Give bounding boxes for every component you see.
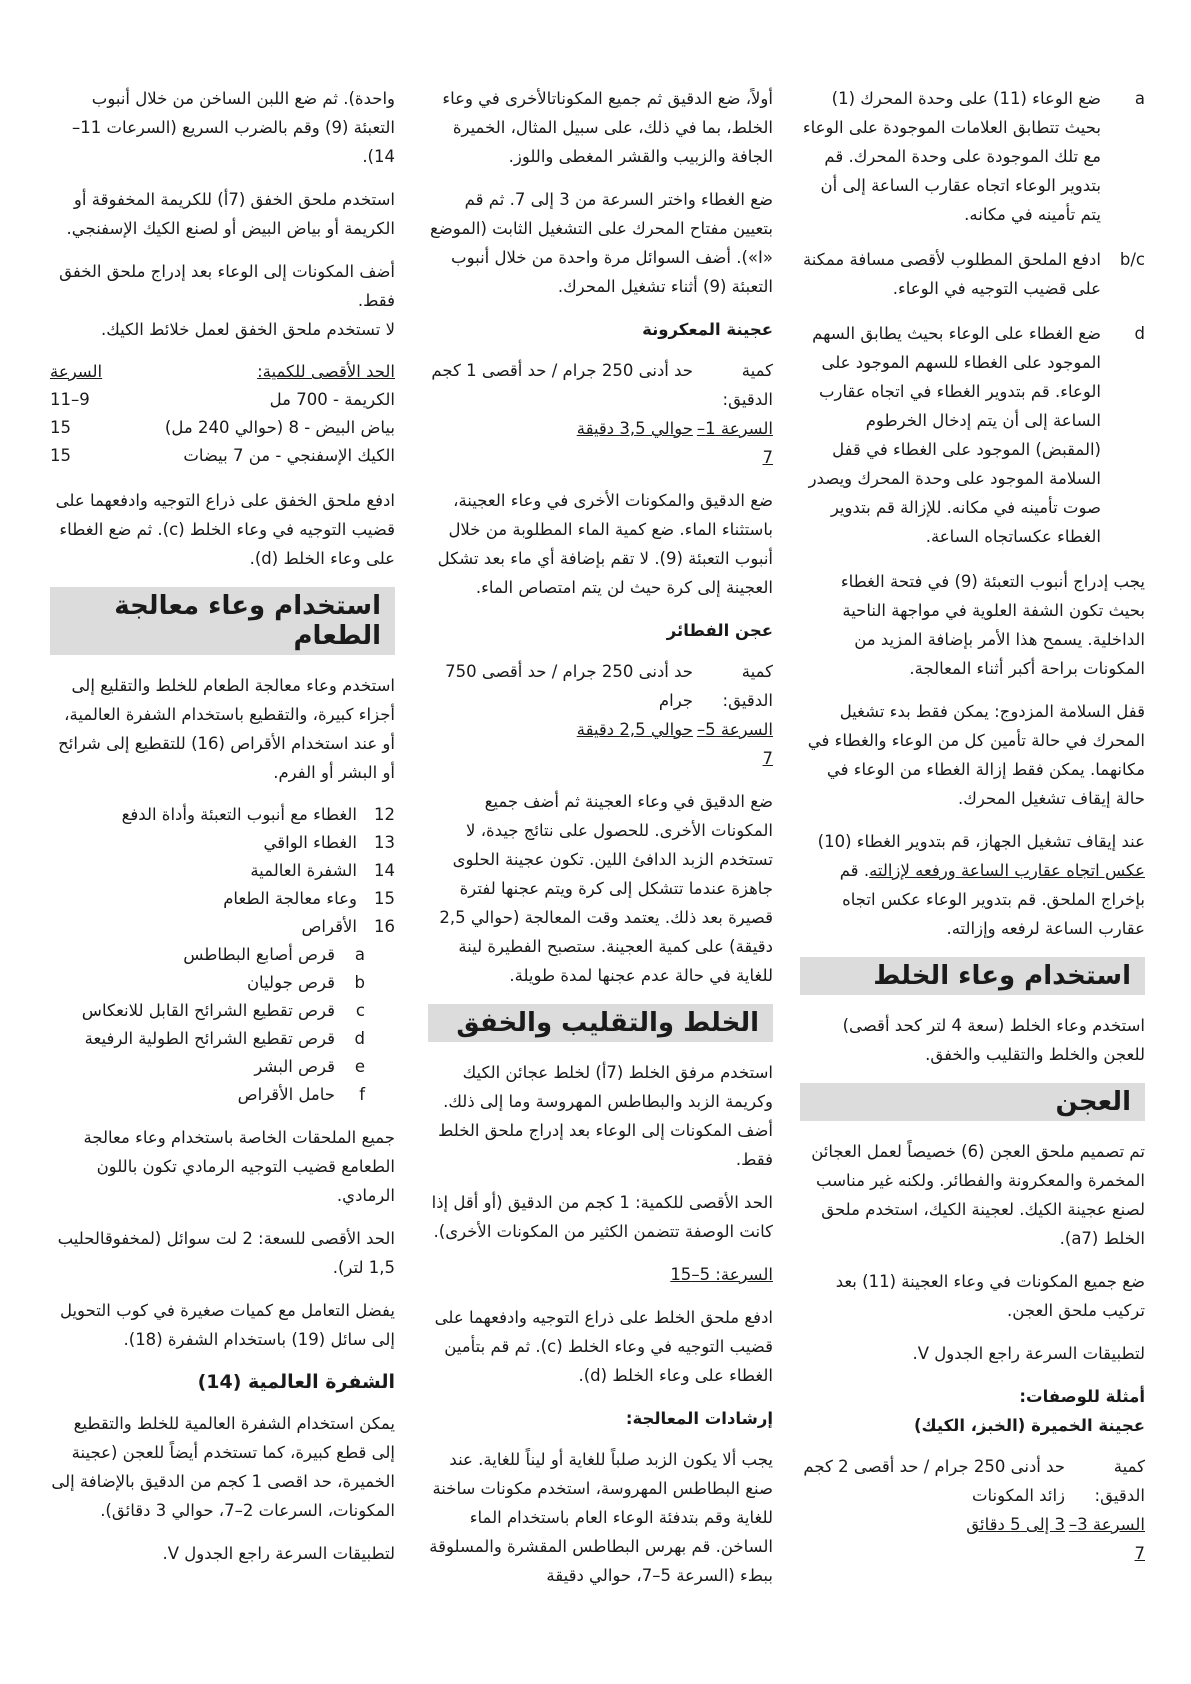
parts-list [50,801,395,1109]
step-label: a [1134,89,1145,108]
item-text: الغطاء الواقي [263,833,357,852]
flour-value: حد أدنى 250 جرام / حد أقصى 2 كجم زائد المكونات [803,1457,1065,1505]
table-header-quantity: الحد الأقصى للكمية: [257,362,395,381]
pastry-paragraph: ضع الدقيق في وعاء العجينة ثم أضف جميع المكونات الأخرى. للحصول على نتائج جيدة، لا تستخدم الزبد الدافئ اللين. تكون عجينة الحلوى جاهزة عندما تتشكل إلى كرة ويتم عجنها لفترة قصيرة بعد ذلك. يعتمد وقت المعالجة (حوالي 2,5 دقيقة) على كمية العجينة. ستصبح الفطيرة لينة للغاية في حالة عدم عجنها لمدة طويلة. [439,792,773,985]
section-heading-mixing-bowl: استخدام وعاء الخلط [800,957,1145,995]
pasta-paragraph: ضع الدقيق والمكونات الأخرى في وعاء العجينة، باستثناء الماء. ضع كمية الماء المطلوبة من خلال أنبوب التعبئة (9). لا تقم بإضافة أي ماء بعد تشكل العجينة إلى كرة حيث لن يتم امتصاص الماء. [437,491,773,597]
item-text: حامل الأقراص [237,1085,335,1104]
table-cell-speed: 9–11 [50,390,90,409]
flour-label: كمية الدقيق: [1094,1457,1145,1505]
step-label: d [1134,324,1145,343]
speed-table-reference: لتطبيقات السرعة راجع الجدول V. [162,1544,395,1563]
processing-tips-heading: إرشادات المعالجة: [625,1409,773,1428]
list-item [50,941,395,969]
list-item [50,829,395,857]
flour-label: كمية الدقيق: [722,361,773,409]
step-label: b/c [1119,250,1145,269]
flour-value: حد أدنى 250 جرام / حد أقصى 750 جرام [445,662,693,710]
table-row [50,386,395,414]
push-beater-paragraph: ادفع ملحق الخفق على ذراع التوجيه وادفعهما على قضيب التوجيه في وعاء الخلط (c). ثم ضع الغطاء على وعاء الخلط (d). [55,491,395,568]
speed-value: حوالي 3,5 دقيقة [576,419,693,438]
list-item [50,857,395,885]
item-text: وعاء معالجة الطعام [223,889,357,908]
universal-blade-paragraph: يمكن استخدام الشفرة العالمية للخلط والتقطيع إلى قطع كبيرة، كما تستخدم أيضاً للعجن (عجينة الخميرة، حد اقصى 1 كجم من الدقيق بالإضافة إلى المكونات، السرعات 2–7، حوالي 3 دقائق). [51,1414,395,1520]
whisk-paragraph-3: ادفع ملحق الخلط على ذراع التوجيه وادفعهما على قضيب التوجيه في وعاء الخلط (c). ثم قم بتأمين الغطاء على وعاء الخلط (d). [434,1308,773,1385]
text: . قم بإخراج الملحق. قم بتدوير الوعاء عكس اتجاه عقارب الساعة لرفعه وإزالته. [839,861,1145,938]
item-text: قرص جوليان [246,973,335,992]
step-bc [800,245,1145,303]
item-number: 14 [374,861,395,880]
item-letter: c [355,1001,365,1020]
grey-accessories-paragraph: جميع الملحقات الخاصة باستخدام وعاء معالجة الطعامع قضيب التوجيه الرمادي تكون باللون الرمادي. [83,1128,395,1205]
max-capacity-paragraph: الحد الأقصى للسعة: 2 لت سوائل (لمخفوقالحليب 1,5 لتر). [57,1229,395,1277]
kneading-paragraph-3: لتطبيقات السرعة راجع الجدول V. [912,1344,1145,1363]
yeast-dough-title: عجينة الخميرة (الخبز، الكيك) [913,1416,1145,1435]
table-cell-speed: 15 [50,418,71,437]
section-heading-food-processor: استخدام وعاء معالجة الطعام [50,587,395,655]
column-left [50,84,395,1582]
column-middle [428,84,773,1604]
list-item [50,1025,395,1053]
list-item [50,801,395,829]
table-cell-item: الكريمة - 700 مل [269,390,395,409]
processing-tips-paragraph: يجب ألا يكون الزبد صلباً للغاية أو ليناً للغاية. عند صنع البطاطس المهروسة، استخدم مكونات ساخنة للغاية وقم بتدفئة الوعاء العام باستخدام الماء الساخن. قم بهرس البطاطس المقشرة والمسلوقة ببطء (السرعة 5–7، حوالي دقيقة [429,1450,773,1585]
yeast-flour-row [800,1452,1145,1510]
table-cell-item: الكيك الإسفنجي - من 7 بيضات [183,446,395,465]
switch-off-paragraph [800,827,1145,943]
pasta-dough-heading: عجينة المعكرونة [642,320,773,339]
text: أضف المكونات إلى الوعاء بعد إدراج ملحق الخفق فقط. [59,262,395,310]
item-text: الشفرة العالمية [250,861,357,880]
recipes-title: أمثلة للوصفات: [1019,1387,1145,1406]
text: عند إيقاف تشغيل الجهاز، قم بتدوير الغطاء (10) [817,832,1145,851]
speed-value: حوالي 2,5 دقيقة [576,720,693,739]
item-letter: b [354,973,365,992]
item-text: قرص البشر [254,1057,335,1076]
item-number: 13 [374,833,395,852]
whisk-paragraph-1: استخدم مرفق الخلط (7أ) لخلط عجائن الكيك وكريمة الزبد والبطاطس المهروسة وما إلى ذلك. أضف المكونات إلى الوعاء بعد إدراج ملحق الخلط فقط. [438,1063,773,1169]
step-text: ضع الغطاء على الوعاء بحيث يطابق السهم الموجود على الغطاء للسهم الموجود على الوعاء. قم بتدوير الغطاء في اتجاه عقارب الساعة إلى أن يتم إدخال الخرطوم (المقبض) الموجود على الغطاء في قفل السلامة الموجود على وحدة المحرك ويصدر صوت تأمينه في مكانه. للإزالة قم بتدوير الغطاء عكساتجاه الساعة. [808,324,1101,546]
whisk-paragraph-2: الحد الأقصى للكمية: 1 كجم من الدقيق (أو أقل إذا كانت الوصفة تتضمن الكثير من المكونات الأخرى). [431,1193,773,1241]
text: لا تستخدم ملحق الخفق لعمل خلائط الكيك. [101,320,395,339]
flour-value: حد أدنى 250 جرام / حد أقصى 1 كجم [431,361,693,380]
kneading-paragraph-2: ضع جميع المكونات في وعاء العجينة (11) بعد تركيب ملحق العجن. [835,1272,1145,1320]
section-heading-mixing-whisking: الخلط والتقليب والخفق [428,1004,773,1042]
list-item [50,1053,395,1081]
pastry-flour-row [428,657,773,715]
speed-label: السرعة 5–7 [696,720,773,768]
table-row [50,442,395,470]
list-item [50,997,395,1025]
item-letter: e [354,1057,365,1076]
recipe-examples-heading [800,1382,1145,1440]
table-row [50,414,395,442]
add-ingredients-paragraph [50,257,395,344]
ingredients-first-paragraph: أولاً، ضع الدقيق ثم جميع المكوناتالأخرى في وعاء الخلط، بما في ذلك، على سبيل المثال، الخميرة الجافة والزبيب والقشر المغطى واللوز. [442,89,773,166]
list-item [50,1081,395,1109]
underlined-text: عكس اتجاه عقارب الساعة ورفعه لإزالته [869,861,1145,880]
max-quantity-table [50,358,395,470]
column-right [800,84,1145,1582]
pasta-flour-row [428,356,773,414]
speed-label: السرعة 1–7 [696,419,773,467]
pasta-speed-row [428,414,773,472]
speed-value: 3 إلى 5 دقائق [966,1515,1065,1534]
table-cell-speed: 15 [50,446,71,465]
speed-label: السرعة 3–7 [1068,1515,1145,1563]
item-text: قرص تقطيع الشرائح الطولية الرفيعة [84,1029,335,1048]
pastry-heading: عجن الفطائر [666,621,773,640]
step-text: ادفع الملحق المطلوب لأقصى مسافة ممكنة على قضيب التوجيه في الوعاء. [802,250,1101,298]
list-item [50,913,395,941]
whisk-speed: السرعة: 5–15 [670,1265,773,1284]
feed-tube-paragraph: يجب إدراج أنبوب التعبئة (9) في فتحة الغطاء بحيث تكون الشفة العلوية في مواجهة الناحية الداخلية. يسمح هذا الأمر بإضافة المزيد من المكونات براحة أكبر أثناء المعالجة. [840,572,1145,678]
item-letter: f [359,1085,365,1104]
continuation-paragraph: واحدة). ثم ضع اللبن الساخن من خلال أنبوب التعبئة (9) وقم بالضرب السريع (السرعات 11–14). [72,89,395,166]
item-number: 16 [374,917,395,936]
mixing-bowl-paragraph: استخدم وعاء الخلط (سعة 4 لتر كحد أقصى) للعجن والخلط والتقليب والخفق. [842,1016,1145,1064]
item-text: قرص تقطيع الشرائح القابل للانعكاس [81,1001,335,1020]
section-heading-kneading: العجن [800,1083,1145,1121]
step-a [800,84,1145,229]
list-item [50,885,395,913]
table-header-row [50,358,395,386]
list-item [50,969,395,997]
step-d [800,319,1145,551]
food-processor-paragraph: استخدم وعاء معالجة الطعام للخلط والتقليع إلى أجزاء كبيرة، والتقطيع باستخدام الشفرة العالمية، أو عند استخدام الأقراص (16) للتقطيع إلى شرائح أو البشر أو الفرم. [58,676,395,782]
beater-paragraph: استخدم ملحق الخفق (7أ) للكريمة المخفوقة أو الكريمة أو بياض البيض أو لصنع الكيك الإسفنجي. [66,190,395,238]
table-cell-item: بياض البيض - 8 (حوالي 240 مل) [164,418,395,437]
item-number: 15 [374,889,395,908]
flour-label: كمية الدقيق: [722,662,773,710]
item-text: الأقراص [301,917,357,936]
table-header-speed: السرعة [50,362,103,381]
yeast-speed-row [800,1510,1145,1568]
safety-lock-paragraph: قفل السلامة المزدوج: يمكن فقط بدء تشغيل المحرك في حالة تأمين كل من الوعاء والغطاء في مكانهما. يمكن فقط إزالة الغطاء من الوعاء في حالة إيقاف تشغيل المحرك. [807,702,1145,808]
small-quantities-paragraph: يفضل التعامل مع كميات صغيرة في كوب التحويل إلى سائل (19) باستخدام الشفرة (18). [59,1301,395,1349]
item-letter: d [354,1029,365,1048]
item-letter: a [354,945,365,964]
item-text: الغطاء مع أنبوب التعبئة وأداة الدفع [121,805,357,824]
step-text: ضع الوعاء (11) على وحدة المحرك (1) بحيث تتطابق العلامات الموجودة على الوعاء مع تلك الموجودة على وحدة المحرك. قم بتدوير الوعاء اتجاه عقارب الساعة إلى أن يتم تأمينه في مكانه. [802,89,1101,224]
item-number: 12 [374,805,395,824]
universal-blade-heading: الشفرة العالمية (14) [197,1371,395,1393]
item-text: قرص أصابع البطاطس [183,945,335,964]
kneading-paragraph-1: تم تصميم ملحق العجن (6) خصيصاً لعمل العجائن المخمرة والمعكرونة والفطائر. ولكنه غير مناسب لصنع عجينة الكيك. لعجينة الكيك، استخدم ملحق الخلط (a7). [811,1142,1145,1248]
pastry-speed-row [428,715,773,773]
cover-speed-paragraph: ضع الغطاء واختر السرعة من 3 إلى 7. ثم قم بتعيين مفتاح المحرك على التشغيل الثابت (الموضع «I»). أضف السوائل مرة واحدة من خلال أنبوب التعبئة (9) أثناء تشغيل المحرك. [430,190,773,296]
